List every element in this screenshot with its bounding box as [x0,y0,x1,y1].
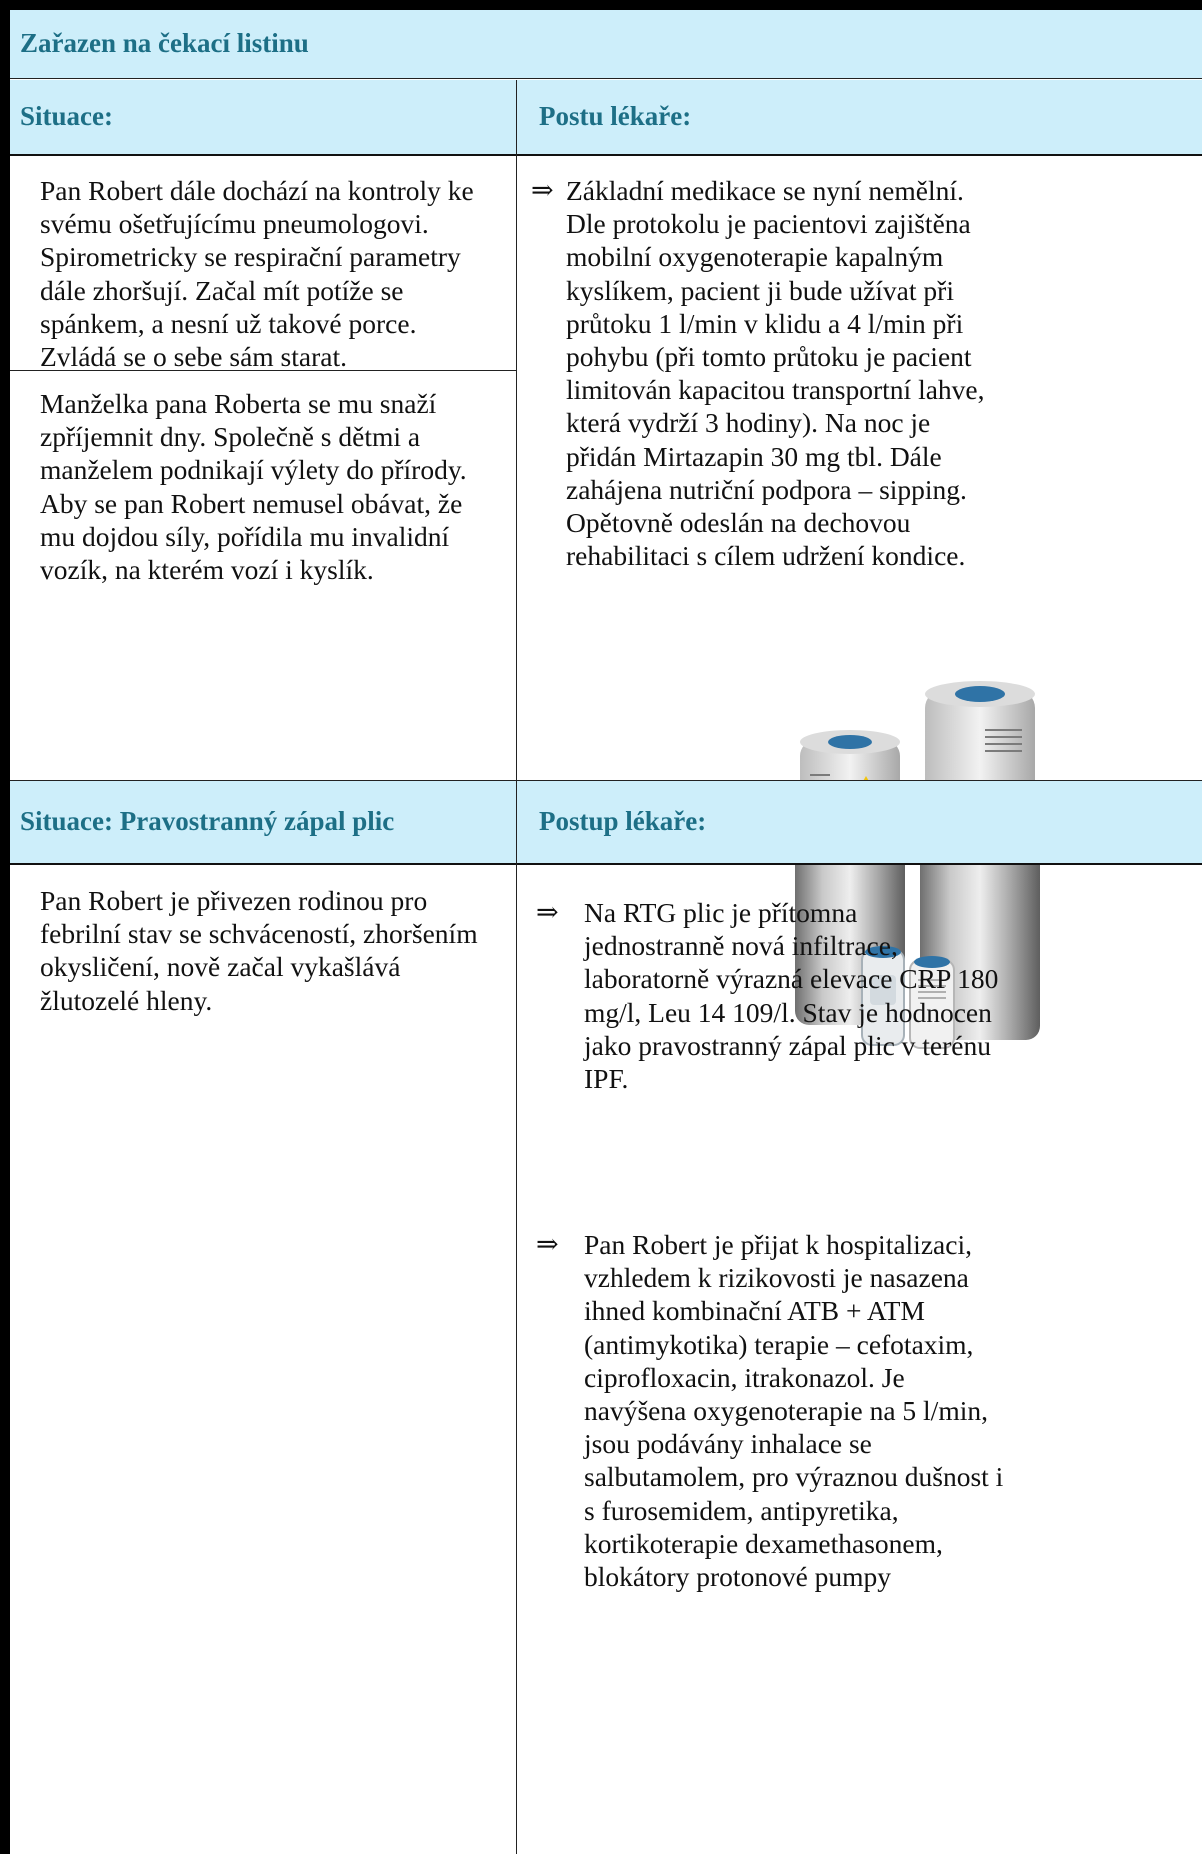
situation-title: Situace: [20,101,113,131]
arrow-icon: ⇒ [531,175,554,205]
arrow-icon: ⇒ [536,1229,559,1259]
column-divider-2 [516,865,517,1854]
arrow-icon: ⇒ [536,897,559,927]
doctor-item: Základní medikace se nyní nemělní. Dle protokolu je pacientovi zajištěna mobilní oxygenoterapie kapalným kyslíkem, pacient ji bude užívat při průtoku 1 l/min v klidu a 4 l/min při pohybu (při tomto průtoku je pacient limitován kapacitou transportní lahve, která vydrží 3 hodiny). Na noc je přidán Mirtazapin 30 mg tbl. Dále zahájena nutriční podpora – sipping. Opětovně odeslán na dechovou rehabilitaci s cílem udržení kondice. [566,175,985,572]
header-divider [516,80,517,156]
doctor-procedure-title: Postup lékaře: [539,806,707,836]
doctor-procedure-header [517,781,1202,865]
situation-pneumonia-header [10,781,516,865]
doctor-header [517,80,1202,156]
situation-paragraph-2: Manželka pana Roberta se mu snaží zpříjemnit dny. Společně s dětmi a manželem podnikají výlety do přírody. Aby se pan Robert nemusel obávat, že mu dojdou síly, pořídila mu invalidní vozík, na kterém vozí i kyslík. [40,388,467,586]
column-divider-1 [516,156,517,780]
waiting-list-header [10,10,1202,79]
header-divider-2 [516,781,517,865]
situation-header [10,80,516,156]
doctor-item: Na RTG plic je přítomna jednostranně nová infiltrace, laboratorně výrazná elevace CRP 180 mg/l, Leu 14 109/l. Stav je hodnocen jako pravostranný zápal plic v terénu IPF. [584,897,999,1095]
situation-pneumonia-title: Situace: Pravostranný zápal plic [20,806,395,836]
situation-paragraph-1: Pan Robert dále dochází na kontroly ke svému ošetřujícímu pneumologovi. Spirometricky se respirační parametry dále zhoršují. Začal mít potíže se spánkem, a nesní už takové porce. Zvládá se o sebe sám starat. [40,175,474,373]
pneumonia-situation-paragraph: Pan Robert je přivezen rodinou pro febrilní stav se schváceností, zhoršením okysličení, nově začal vykašlává žlutozelé hleny. [40,885,478,1016]
waiting-list-title: Zařazen na čekací listinu [20,28,309,58]
doctor-item: Pan Robert je přijat k hospitalizaci, vzhledem k rizikovosti je nasazena ihned kombinační ATB + ATM (antimykotika) terapie – cefotaxim, ciprofloxacin, itrakonazol. Je navýšena oxygenoterapie na 5 l/min, jsou podávány inhalace se salbutamolem, pro výraznou dušnost i s furosemidem, antipyretika, kortikoterapie dexamethasonem, blokátory protonové pumpy [584,1229,1004,1593]
doctor-title: Postu lékaře: [539,101,692,131]
